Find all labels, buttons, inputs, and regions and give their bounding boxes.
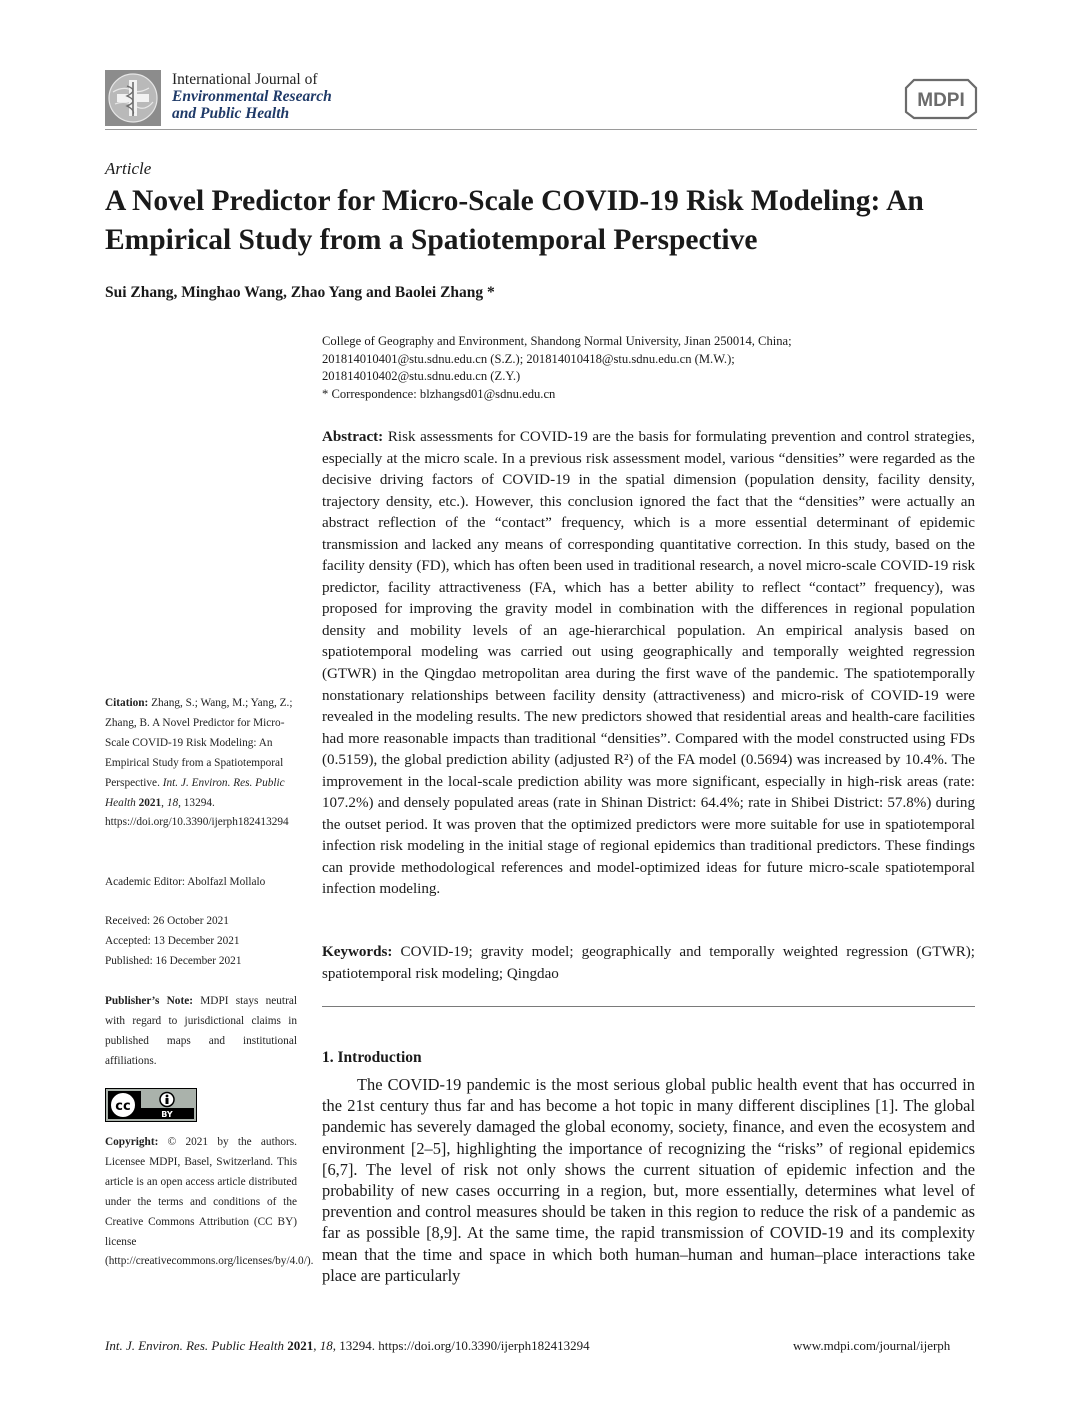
keywords-text: COVID-19; gravity model; geographically and temporally weighted regression (GTWR); spatiotemporal risk modeling; Qingdao xyxy=(322,944,976,982)
copyright-block xyxy=(105,1133,314,1272)
caduceus-globe-icon xyxy=(105,70,161,126)
page-title: A Novel Predictor for Micro-Scale COVID-19 Risk Modeling: An Empirical Study from a Spatiotemporal Perspective xyxy=(105,185,924,256)
journal-name xyxy=(172,71,332,122)
section-divider xyxy=(322,1006,975,1007)
publishers-note xyxy=(105,992,297,1072)
citation-block: Citation: Zhang, S.; Wang, M.; Yang, Z.; Zhang, B. A Novel Predictor for Micro-Scale COVID-19 Risk Modeling: An Empirical Study from a Spatiotemporal Perspective. Int. J. Environ. Res. Public Health 2021, 18, 13294. https://doi.org/10.3390/ijerph182413294 xyxy=(105,697,293,829)
journal-name-line3: and Public Health xyxy=(172,105,290,122)
footer-volume: 18 xyxy=(319,1338,333,1353)
keywords-label: Keywords: xyxy=(322,944,393,960)
cc-by-label: BY xyxy=(161,1110,173,1119)
publishers-note-text: MDPI stays neutral with regard to jurisdictional claims in published maps and institutional affiliations. xyxy=(105,995,297,1067)
academic-editor: Academic Editor: Abolfazl Mollalo xyxy=(105,876,266,888)
publishers-note-label: Publisher’s Note: xyxy=(105,995,193,1007)
abstract xyxy=(322,427,975,901)
header-divider xyxy=(105,129,977,130)
abstract-text: Risk assessments for COVID-19 are the basis for formulating prevention and control strategies, especially at the micro scale. In a previous risk assessment model, various “densities” were regarded as the decisive driving factors of COVID-19 in the spatial dimension (population density, facility density, trajectory density, etc.). However, this conclusion ignored the fact that the “densities” were actually an abstract reflection of the “contact” frequency, which is a more essential determinant of epidemic transmission and lacked any means of corresponding quantitative correction. In this study, based on the facility density (FD), which has often been used in traditional research, a novel micro-scale COVID-19 risk predictor, facility attractiveness (FA, which has a better ability to reflect “contact” frequency), was proposed for improving the gravity model in combination with the differences in regional population density and mobility levels of an age-hierarchical population. An empirical analysis based on spatiotemporal modeling was carried out using geographically and temporally weighted regression (GTWR) in the Qingdao metropolitan area during the first wave of the pandemic. The spatiotemporally nonstationary relationships between facility density (attractiveness) and micro-risk of COVID-19 were revealed in the modeling results. The new predictors showed that residential areas and health-care facilities had more reasonable impacts than traditional “densities”. Compared with the model constructed using FDs (0.5159), the global prediction ability (adjusted R²) of the FA model (0.5694) was increased by 10.4%. The improvement in the local-scale prediction ability was more significant, especially in high-risk areas (rate: 107.2%) and densely populated areas (rate in Shinan District: 64.4%; rate in Shibei District: 57.8%) during the outset period. It was proven that the optimized predictors were more suitable for use in spatiotemporal infection risk modeling in the initial stage of regional epidemics than traditional predictors. These findings can provide methodological references and model-optimized ideas for future micro-scale spatiotemporal infection modeling. xyxy=(322,429,975,898)
citation-journal: Int. J. Environ. Res. Public Health xyxy=(105,776,285,809)
journal-name-line1: International Journal of xyxy=(172,71,318,88)
keywords xyxy=(322,942,975,985)
author-list: Sui Zhang, Minghao Wang, Zhao Yang and Baolei Zhang * xyxy=(105,284,495,301)
footer-website[interactable]: www.mdpi.com/journal/ijerph xyxy=(793,1338,951,1353)
accepted-date: Accepted: 13 December 2021 xyxy=(105,935,240,947)
footer-citation: Int. J. Environ. Res. Public Health 2021, 18, 13294. https://doi.org/10.3390/ijerph182413294 xyxy=(105,1338,590,1353)
introduction-paragraph: The COVID-19 pandemic is the most serious global public health event that has occurred in the 21st century thus far and has become a hot topic in many different disciplines [1]. The global pandemic has severely damaged the global economy, society, finance, and even the ecosystem and environment [2–5], highlighting the importance of recognizing the “risks” of regional epidemics [6,7]. The level of risk not only shows the current situation of epidemic infection and the probability of new cases occurring in a region, but, more essentially, determines what level of prevention and control measures should be taken in this region to reduce the risk of a pandemic as far as possible [8,9]. At the same time, the rapid transmission of COVID-19 and its complexity mean that the time and space in which both human–human and human–place interactions take place are particularly xyxy=(322,1075,975,1285)
citation-text: Zhang, S.; Wang, M.; Yang, Z.; Zhang, B. A Novel Predictor for Micro-Scale COVID-19 Risk Modeling: An Empirical Study from a Spatiotemporal Perspective. xyxy=(105,697,293,789)
footer-year: 2021 xyxy=(287,1338,314,1353)
mdpi-logo-text: MDPI xyxy=(917,90,965,111)
affiliation-line: College of Geography and Environment, Shandong Normal University, Jinan 250014, China; xyxy=(322,334,792,348)
footer-journal: Int. J. Environ. Res. Public Health xyxy=(105,1338,284,1353)
journal-name-line2: Environmental Research xyxy=(172,88,332,105)
mdpi-logo xyxy=(904,78,978,120)
svg-text:cc: cc xyxy=(115,1099,131,1114)
citation-doi[interactable]: 13294. https://doi.org/10.3390/ijerph182413294 xyxy=(105,796,289,829)
received-date: Received: 26 October 2021 xyxy=(105,915,229,927)
affiliation-emails: 201814010402@stu.sdnu.edu.cn (Z.Y.) xyxy=(322,369,521,383)
affiliation-emails: 201814010401@stu.sdnu.edu.cn (S.Z.); 201814010418@stu.sdnu.edu.cn (M.W.); xyxy=(322,351,735,366)
article-type: Article xyxy=(105,159,152,178)
footer-doi[interactable]: 13294. https://doi.org/10.3390/ijerph182413294 xyxy=(339,1338,590,1353)
citation-label: Citation: xyxy=(105,697,149,709)
copyright-label: Copyright: xyxy=(105,1136,159,1148)
abstract-label: Abstract: xyxy=(322,429,384,445)
section-heading: 1. Introduction xyxy=(322,1049,422,1066)
citation-year: 2021 xyxy=(138,796,162,809)
correspondence: * Correspondence: blzhangsd01@sdnu.edu.cn xyxy=(322,386,556,401)
citation-volume: 18 xyxy=(166,796,179,809)
cc-by-icon[interactable] xyxy=(105,1088,197,1122)
affiliation xyxy=(322,333,982,403)
published-date: Published: 16 December 2021 xyxy=(105,955,242,967)
copyright-text: © 2021 by the authors. Licensee MDPI, Basel, Switzerland. This article is an open access article distributed under the terms and conditions of the Creative Commons Attribution (CC BY) license (http://creativecommons.org/licenses/by/4.0/). xyxy=(105,1136,314,1268)
